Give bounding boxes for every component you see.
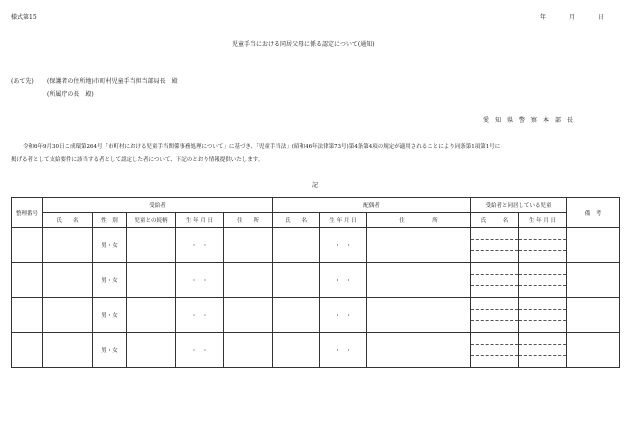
group-header-spouse: 配偶者 [273,198,471,213]
col-header-child-name: 氏 名 [471,213,519,228]
group-header-child: 受給者と同居している児童 [471,198,567,213]
cell-child-names[interactable] [471,298,519,333]
body-text-line-1: 令和6年9月30日こ成環第264号「市町村における児童手当関係事務処理について」に基づき、「児童手当法」(昭和46年法律第73号)第4条第4項の規定が適用されることにより同条第1項第1号に [23,144,501,150]
cell-recipient-dob[interactable]: ・ ・ [176,333,224,368]
recipient-line-2: (所属庁の長 殿) [47,91,94,98]
table-row [12,228,620,263]
cell-spouse-dob[interactable]: ・ ・ [320,228,367,263]
cell-child-names[interactable] [471,333,519,368]
col-header-recipient-dob: 生 年 月 日 [176,213,224,228]
cell-recipient-dob[interactable]: ・ ・ [176,298,224,333]
cell-recipient-address[interactable] [224,263,273,298]
cell-relation[interactable] [127,333,176,368]
body-text-line-2: 掲げる者として支給要件に該当する者として認定した者について、下記のとおり情報提供いたします。 [11,157,264,163]
cell-child-dobs[interactable] [519,298,567,333]
cell-remarks[interactable] [567,263,620,298]
col-header-recipient-name: 氏 名 [43,213,93,228]
col-header-number: 整理番号 [12,198,43,228]
col-header-remarks: 備 考 [567,198,620,228]
cell-spouse-name[interactable] [273,263,320,298]
date-year-label: 年 [540,14,547,21]
cell-remarks[interactable] [567,228,620,263]
cell-recipient-address[interactable] [224,333,273,368]
cell-number[interactable] [12,333,43,368]
form-number: 様式第15 [11,14,37,21]
recipient-line-1: (保護者の住所地)市町村児童手当担当部局長 殿 [47,78,178,85]
document-title: 児童手当における同居父母に係る認定について(通知) [232,41,375,48]
cell-spouse-address[interactable] [367,228,471,263]
group-header-recipient: 受給者 [43,198,273,213]
info-table [11,197,620,368]
cell-relation[interactable] [127,298,176,333]
cell-recipient-name[interactable] [43,263,93,298]
cell-number[interactable] [12,228,43,263]
cell-spouse-address[interactable] [367,333,471,368]
cell-recipient-name[interactable] [43,228,93,263]
cell-spouse-name[interactable] [273,298,320,333]
col-header-spouse-address: 住 所 [367,213,471,228]
cell-recipient-sex[interactable]: 男・女 [93,298,127,333]
cell-relation[interactable] [127,228,176,263]
cell-spouse-name[interactable] [273,228,320,263]
date-month-label: 月 [569,14,576,21]
cell-spouse-name[interactable] [273,333,320,368]
cell-recipient-address[interactable] [224,228,273,263]
ki-heading: 記 [312,182,319,189]
cell-spouse-address[interactable] [367,263,471,298]
cell-child-names[interactable] [471,263,519,298]
cell-recipient-dob[interactable]: ・ ・ [176,228,224,263]
cell-recipient-sex[interactable]: 男・女 [93,263,127,298]
cell-spouse-address[interactable] [367,298,471,333]
table-row [12,298,620,333]
cell-child-dobs[interactable] [519,263,567,298]
cell-remarks[interactable] [567,298,620,333]
cell-spouse-dob[interactable]: ・ ・ [320,263,367,298]
cell-recipient-address[interactable] [224,298,273,333]
table-row [12,263,620,298]
cell-number[interactable] [12,298,43,333]
col-header-relation: 児童との続柄 [127,213,176,228]
cell-child-dobs[interactable] [519,333,567,368]
col-header-child-dob: 生 年 月 日 [519,213,567,228]
col-header-spouse-name: 氏 名 [273,213,320,228]
cell-recipient-sex[interactable]: 男・女 [93,333,127,368]
cell-remarks[interactable] [567,333,620,368]
table-row [12,333,620,368]
cell-spouse-dob[interactable]: ・ ・ [320,333,367,368]
cell-child-names[interactable] [471,228,519,263]
cell-number[interactable] [12,263,43,298]
sender-name: 愛知県警察本部長 [483,117,580,124]
cell-spouse-dob[interactable]: ・ ・ [320,298,367,333]
cell-recipient-dob[interactable]: ・ ・ [176,263,224,298]
cell-child-dobs[interactable] [519,228,567,263]
cell-recipient-name[interactable] [43,298,93,333]
col-header-recipient-address: 住 所 [224,213,273,228]
cell-recipient-sex[interactable]: 男・女 [93,228,127,263]
date-day-label: 日 [598,14,605,21]
col-header-recipient-sex: 性 別 [93,213,127,228]
recipient-label: (あて先) [11,78,34,85]
cell-recipient-name[interactable] [43,333,93,368]
cell-relation[interactable] [127,263,176,298]
col-header-spouse-dob: 生 年 月 日 [320,213,367,228]
